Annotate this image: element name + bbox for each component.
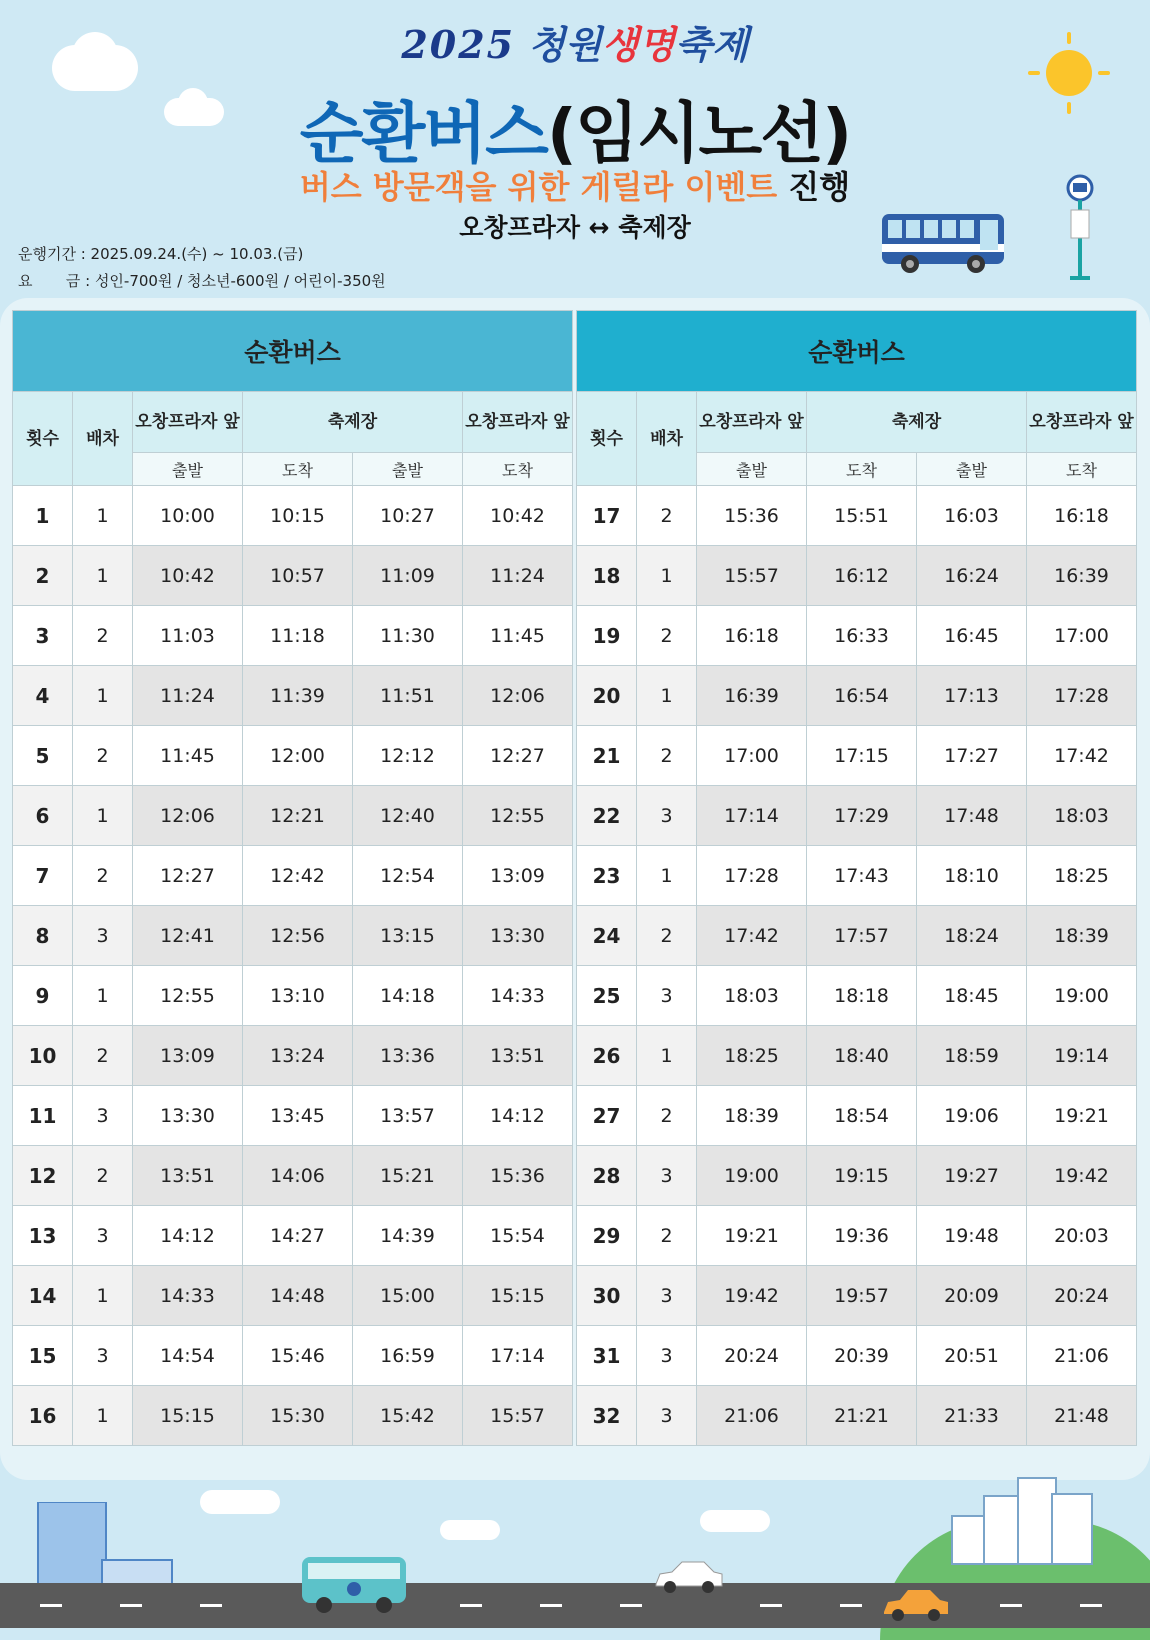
arrive-time-cell: 19:15 xyxy=(807,1146,917,1206)
depart-time-cell: 13:30 xyxy=(133,1086,243,1146)
road-marking xyxy=(460,1604,482,1607)
arrive-time-cell: 12:21 xyxy=(243,786,353,846)
table-row xyxy=(577,546,1137,606)
bus-cell: 2 xyxy=(637,606,697,666)
round-cell: 2 xyxy=(13,546,73,606)
bus-cell: 1 xyxy=(637,546,697,606)
page-title xyxy=(0,80,1150,175)
arrive-time-cell: 16:12 xyxy=(807,546,917,606)
sub-header-arrive: 도착 xyxy=(1027,453,1137,486)
table-row xyxy=(13,1206,573,1266)
arrive-time-cell: 17:28 xyxy=(1027,666,1137,726)
depart-time-cell: 16:18 xyxy=(697,606,807,666)
arrive-time-cell: 14:12 xyxy=(463,1086,573,1146)
title-main: 순환버스 xyxy=(299,95,547,172)
round-cell: 4 xyxy=(13,666,73,726)
arrive-time-cell: 13:10 xyxy=(243,966,353,1026)
round-cell: 3 xyxy=(13,606,73,666)
arrive-time-cell: 19:57 xyxy=(807,1266,917,1326)
arrive-time-cell: 12:55 xyxy=(463,786,573,846)
road-marking xyxy=(1080,1604,1102,1607)
round-cell: 22 xyxy=(577,786,637,846)
subtitle xyxy=(0,162,1150,208)
table-row xyxy=(577,1266,1137,1326)
arrive-time-cell: 11:45 xyxy=(463,606,573,666)
logo-word-2: 생명 xyxy=(601,23,676,67)
depart-time-cell: 12:27 xyxy=(133,846,243,906)
bus-cell: 1 xyxy=(637,846,697,906)
sub-header-depart: 출발 xyxy=(917,453,1027,486)
arrive-time-cell: 10:57 xyxy=(243,546,353,606)
bus-cell: 3 xyxy=(637,786,697,846)
depart-time-cell: 15:21 xyxy=(353,1146,463,1206)
round-cell: 29 xyxy=(577,1206,637,1266)
round-cell: 5 xyxy=(13,726,73,786)
depart-time-cell: 12:06 xyxy=(133,786,243,846)
cloud-icon xyxy=(200,1490,280,1514)
arrive-time-cell: 14:48 xyxy=(243,1266,353,1326)
arrive-time-cell: 15:51 xyxy=(807,486,917,546)
depart-time-cell: 14:18 xyxy=(353,966,463,1026)
depart-time-cell: 11:45 xyxy=(133,726,243,786)
table-row xyxy=(13,906,573,966)
depart-time-cell: 15:00 xyxy=(353,1266,463,1326)
table-row xyxy=(577,1326,1137,1386)
table-row xyxy=(577,1206,1137,1266)
col-header-stop3: 오창프라자 앞 xyxy=(463,392,573,453)
arrive-time-cell: 11:24 xyxy=(463,546,573,606)
arrive-time-cell: 17:57 xyxy=(807,906,917,966)
bus-stop-icon xyxy=(1064,174,1096,284)
arrive-time-cell: 20:03 xyxy=(1027,1206,1137,1266)
bus-cell: 1 xyxy=(73,486,133,546)
arrive-time-cell: 18:39 xyxy=(1027,906,1137,966)
bus-cell: 3 xyxy=(637,966,697,1026)
arrive-time-cell: 18:25 xyxy=(1027,846,1137,906)
timetable-right xyxy=(576,310,1137,1446)
table-row xyxy=(13,1146,573,1206)
round-cell: 20 xyxy=(577,666,637,726)
depart-time-cell: 13:15 xyxy=(353,906,463,966)
round-cell: 16 xyxy=(13,1386,73,1446)
bus-cell: 2 xyxy=(73,1146,133,1206)
depart-time-cell: 19:42 xyxy=(697,1266,807,1326)
car-icon xyxy=(880,1588,952,1622)
depart-time-cell: 17:13 xyxy=(917,666,1027,726)
arrive-time-cell: 14:27 xyxy=(243,1206,353,1266)
cloud-icon xyxy=(440,1520,500,1540)
bus-cell: 1 xyxy=(73,1266,133,1326)
sun-ray xyxy=(1028,71,1040,75)
depart-time-cell: 11:09 xyxy=(353,546,463,606)
road-marking xyxy=(620,1604,642,1607)
depart-time-cell: 13:09 xyxy=(133,1026,243,1086)
round-cell: 7 xyxy=(13,846,73,906)
car-icon xyxy=(652,1560,726,1594)
arrive-time-cell: 18:18 xyxy=(807,966,917,1026)
depart-time-cell: 15:36 xyxy=(697,486,807,546)
depart-time-cell: 21:06 xyxy=(697,1386,807,1446)
depart-time-cell: 18:24 xyxy=(917,906,1027,966)
arrive-time-cell: 13:51 xyxy=(463,1026,573,1086)
cloud-icon xyxy=(700,1510,770,1532)
depart-time-cell: 19:27 xyxy=(917,1146,1027,1206)
depart-time-cell: 16:03 xyxy=(917,486,1027,546)
depart-time-cell: 17:27 xyxy=(917,726,1027,786)
depart-time-cell: 15:57 xyxy=(697,546,807,606)
subtitle-progress: 진행 xyxy=(788,168,851,206)
title-paren: (임시노선) xyxy=(546,95,851,172)
sun-ray xyxy=(1098,71,1110,75)
round-cell: 10 xyxy=(13,1026,73,1086)
arrive-time-cell: 21:48 xyxy=(1027,1386,1137,1446)
bus-cell: 2 xyxy=(637,726,697,786)
depart-time-cell: 11:03 xyxy=(133,606,243,666)
arrive-time-cell: 19:00 xyxy=(1027,966,1137,1026)
bus-cell: 3 xyxy=(637,1326,697,1386)
round-cell: 9 xyxy=(13,966,73,1026)
round-cell: 31 xyxy=(577,1326,637,1386)
logo-word-1: 청원 xyxy=(528,23,602,67)
arrive-time-cell: 19:36 xyxy=(807,1206,917,1266)
depart-time-cell: 20:51 xyxy=(917,1326,1027,1386)
col-header-stop2: 축제장 xyxy=(243,392,463,453)
bus-cell: 1 xyxy=(73,966,133,1026)
table-row xyxy=(13,1086,573,1146)
arrive-time-cell: 16:54 xyxy=(807,666,917,726)
depart-time-cell: 16:59 xyxy=(353,1326,463,1386)
depart-time-cell: 12:41 xyxy=(133,906,243,966)
arrive-time-cell: 12:27 xyxy=(463,726,573,786)
depart-time-cell: 12:55 xyxy=(133,966,243,1026)
operation-period: 운행기간 : 2025.09.24.(수) ~ 10.03.(금) xyxy=(18,245,304,263)
road-marking xyxy=(120,1604,142,1607)
round-cell: 24 xyxy=(577,906,637,966)
depart-time-cell: 18:25 xyxy=(697,1026,807,1086)
table-row xyxy=(13,1386,573,1446)
round-cell: 25 xyxy=(577,966,637,1026)
arrive-time-cell: 12:42 xyxy=(243,846,353,906)
timetable-right-body xyxy=(577,486,1137,1446)
round-cell: 1 xyxy=(13,486,73,546)
round-cell: 15 xyxy=(13,1326,73,1386)
arrive-time-cell: 17:15 xyxy=(807,726,917,786)
buildings-icon xyxy=(36,1502,176,1592)
arrive-time-cell: 19:21 xyxy=(1027,1086,1137,1146)
depart-time-cell: 13:57 xyxy=(353,1086,463,1146)
depart-time-cell: 15:15 xyxy=(133,1386,243,1446)
table-row xyxy=(577,786,1137,846)
col-header-round: 횟수 xyxy=(577,392,637,486)
arrive-time-cell: 13:45 xyxy=(243,1086,353,1146)
round-cell: 18 xyxy=(577,546,637,606)
bus-cell: 3 xyxy=(637,1146,697,1206)
col-header-round: 횟수 xyxy=(13,392,73,486)
sub-header-depart: 출발 xyxy=(133,453,243,486)
buildings-icon xyxy=(950,1476,1100,1566)
arrive-time-cell: 20:24 xyxy=(1027,1266,1137,1326)
table-row xyxy=(13,666,573,726)
depart-time-cell: 16:24 xyxy=(917,546,1027,606)
road-marking xyxy=(200,1604,222,1607)
arrive-time-cell: 11:39 xyxy=(243,666,353,726)
subtitle-event: 버스 방문객을 위한 게릴라 이벤트 xyxy=(299,168,778,206)
arrive-time-cell: 17:42 xyxy=(1027,726,1137,786)
table-row xyxy=(13,1266,573,1326)
bus-icon xyxy=(880,210,1008,276)
round-cell: 17 xyxy=(577,486,637,546)
road-marking xyxy=(40,1604,62,1607)
arrive-time-cell: 13:30 xyxy=(463,906,573,966)
bus-cell: 1 xyxy=(637,666,697,726)
depart-time-cell: 21:33 xyxy=(917,1386,1027,1446)
bus-cell: 3 xyxy=(637,1266,697,1326)
arrive-time-cell: 10:42 xyxy=(463,486,573,546)
col-header-stop1: 오창프라자 앞 xyxy=(697,392,807,453)
road-marking xyxy=(540,1604,562,1607)
sub-header-arrive: 도착 xyxy=(807,453,917,486)
table-banner: 순환버스 xyxy=(13,311,573,392)
arrive-time-cell: 14:33 xyxy=(463,966,573,1026)
arrive-time-cell: 18:54 xyxy=(807,1086,917,1146)
depart-time-cell: 14:33 xyxy=(133,1266,243,1326)
col-header-bus: 배차 xyxy=(637,392,697,486)
depart-time-cell: 20:09 xyxy=(917,1266,1027,1326)
table-row xyxy=(13,606,573,666)
bus-cell: 2 xyxy=(73,726,133,786)
col-header-stop3: 오창프라자 앞 xyxy=(1027,392,1137,453)
arrive-time-cell: 12:56 xyxy=(243,906,353,966)
table-row xyxy=(577,726,1137,786)
depart-time-cell: 17:48 xyxy=(917,786,1027,846)
arrive-time-cell: 16:18 xyxy=(1027,486,1137,546)
bus-cell: 3 xyxy=(637,1386,697,1446)
table-row xyxy=(577,606,1137,666)
road-marking xyxy=(760,1604,782,1607)
table-row xyxy=(577,486,1137,546)
depart-time-cell: 18:39 xyxy=(697,1086,807,1146)
bus-cell: 1 xyxy=(73,1386,133,1446)
bus-cell: 3 xyxy=(73,1326,133,1386)
arrive-time-cell: 10:15 xyxy=(243,486,353,546)
depart-time-cell: 12:54 xyxy=(353,846,463,906)
table-banner: 순환버스 xyxy=(577,311,1137,392)
table-row xyxy=(13,726,573,786)
table-row xyxy=(577,906,1137,966)
round-cell: 12 xyxy=(13,1146,73,1206)
depart-time-cell: 10:27 xyxy=(353,486,463,546)
bus-cell: 3 xyxy=(73,1086,133,1146)
bus-cell: 2 xyxy=(73,846,133,906)
arrive-time-cell: 18:03 xyxy=(1027,786,1137,846)
depart-time-cell: 17:28 xyxy=(697,846,807,906)
table-row xyxy=(13,546,573,606)
table-row xyxy=(577,1146,1137,1206)
arrive-time-cell: 19:14 xyxy=(1027,1026,1137,1086)
round-cell: 14 xyxy=(13,1266,73,1326)
arrive-time-cell: 16:39 xyxy=(1027,546,1137,606)
arrive-time-cell: 17:14 xyxy=(463,1326,573,1386)
depart-time-cell: 12:40 xyxy=(353,786,463,846)
table-row xyxy=(577,846,1137,906)
table-row xyxy=(13,846,573,906)
bus-cell: 3 xyxy=(73,906,133,966)
festival-logo xyxy=(0,14,1150,69)
arrive-time-cell: 17:00 xyxy=(1027,606,1137,666)
arrive-time-cell: 17:29 xyxy=(807,786,917,846)
arrive-time-cell: 12:06 xyxy=(463,666,573,726)
col-header-stop2: 축제장 xyxy=(807,392,1027,453)
round-cell: 27 xyxy=(577,1086,637,1146)
depart-time-cell: 16:39 xyxy=(697,666,807,726)
depart-time-cell: 14:12 xyxy=(133,1206,243,1266)
table-row xyxy=(13,966,573,1026)
depart-time-cell: 20:24 xyxy=(697,1326,807,1386)
arrive-time-cell: 20:39 xyxy=(807,1326,917,1386)
bus-cell: 1 xyxy=(73,666,133,726)
depart-time-cell: 12:12 xyxy=(353,726,463,786)
bus-cell: 2 xyxy=(73,606,133,666)
arrive-time-cell: 15:54 xyxy=(463,1206,573,1266)
depart-time-cell: 14:39 xyxy=(353,1206,463,1266)
depart-time-cell: 19:00 xyxy=(697,1146,807,1206)
arrive-time-cell: 21:21 xyxy=(807,1386,917,1446)
arrive-time-cell: 15:15 xyxy=(463,1266,573,1326)
depart-time-cell: 18:03 xyxy=(697,966,807,1026)
depart-time-cell: 19:06 xyxy=(917,1086,1027,1146)
depart-time-cell: 10:00 xyxy=(133,486,243,546)
depart-time-cell: 11:51 xyxy=(353,666,463,726)
arrive-time-cell: 11:18 xyxy=(243,606,353,666)
table-row xyxy=(577,1386,1137,1446)
round-cell: 19 xyxy=(577,606,637,666)
arrive-time-cell: 18:40 xyxy=(807,1026,917,1086)
depart-time-cell: 17:00 xyxy=(697,726,807,786)
bus-cell: 2 xyxy=(637,1206,697,1266)
round-cell: 30 xyxy=(577,1266,637,1326)
round-cell: 8 xyxy=(13,906,73,966)
arrive-time-cell: 17:43 xyxy=(807,846,917,906)
depart-time-cell: 18:59 xyxy=(917,1026,1027,1086)
arrive-time-cell: 15:30 xyxy=(243,1386,353,1446)
bus-cell: 1 xyxy=(73,546,133,606)
round-cell: 32 xyxy=(577,1386,637,1446)
depart-time-cell: 19:21 xyxy=(697,1206,807,1266)
sub-header-arrive: 도착 xyxy=(243,453,353,486)
bus-cell: 2 xyxy=(637,1086,697,1146)
arrive-time-cell: 13:09 xyxy=(463,846,573,906)
bus-cell: 3 xyxy=(73,1206,133,1266)
fare-info: 요 금 : 성인-700원 / 청소년-600원 / 어린이-350원 xyxy=(18,272,386,290)
round-cell: 23 xyxy=(577,846,637,906)
road-marking xyxy=(1000,1604,1022,1607)
arrive-time-cell: 13:24 xyxy=(243,1026,353,1086)
arrive-time-cell: 21:06 xyxy=(1027,1326,1137,1386)
round-cell: 28 xyxy=(577,1146,637,1206)
round-cell: 6 xyxy=(13,786,73,846)
depart-time-cell: 17:14 xyxy=(697,786,807,846)
depart-time-cell: 13:51 xyxy=(133,1146,243,1206)
logo-year: 2025 xyxy=(401,22,516,67)
depart-time-cell: 11:24 xyxy=(133,666,243,726)
arrive-time-cell: 16:33 xyxy=(807,606,917,666)
depart-time-cell: 18:10 xyxy=(917,846,1027,906)
depart-time-cell: 17:42 xyxy=(697,906,807,966)
bus-cell: 1 xyxy=(73,786,133,846)
arrive-time-cell: 15:57 xyxy=(463,1386,573,1446)
bus-cell: 2 xyxy=(637,906,697,966)
road-marking xyxy=(840,1604,862,1607)
depart-time-cell: 11:30 xyxy=(353,606,463,666)
depart-time-cell: 10:42 xyxy=(133,546,243,606)
depart-time-cell: 18:45 xyxy=(917,966,1027,1026)
col-header-stop1: 오창프라자 앞 xyxy=(133,392,243,453)
table-row xyxy=(577,966,1137,1026)
timetable-left-body xyxy=(13,486,573,1446)
poster-header xyxy=(0,0,1150,300)
table-row xyxy=(13,786,573,846)
arrive-time-cell: 15:46 xyxy=(243,1326,353,1386)
bus-cell: 2 xyxy=(73,1026,133,1086)
arrive-time-cell: 19:42 xyxy=(1027,1146,1137,1206)
bus-icon xyxy=(300,1555,408,1615)
col-header-bus: 배차 xyxy=(73,392,133,486)
table-row xyxy=(577,666,1137,726)
arrive-time-cell: 12:00 xyxy=(243,726,353,786)
sub-header-depart: 출발 xyxy=(697,453,807,486)
timetable-left xyxy=(12,310,573,1446)
table-row xyxy=(577,1086,1137,1146)
road xyxy=(0,1583,1150,1628)
sub-header-arrive: 도착 xyxy=(463,453,573,486)
round-cell: 13 xyxy=(13,1206,73,1266)
sub-header-depart: 출발 xyxy=(353,453,463,486)
arrive-time-cell: 15:36 xyxy=(463,1146,573,1206)
arrive-time-cell: 14:06 xyxy=(243,1146,353,1206)
table-row xyxy=(13,486,573,546)
route-label: 오창프라자 ↔ 축제장 xyxy=(459,213,691,242)
table-row xyxy=(13,1326,573,1386)
round-cell: 21 xyxy=(577,726,637,786)
bus-cell: 1 xyxy=(637,1026,697,1086)
depart-time-cell: 19:48 xyxy=(917,1206,1027,1266)
table-row xyxy=(13,1026,573,1086)
depart-time-cell: 14:54 xyxy=(133,1326,243,1386)
depart-time-cell: 16:45 xyxy=(917,606,1027,666)
round-cell: 11 xyxy=(13,1086,73,1146)
logo-word-3: 축제 xyxy=(675,23,749,67)
round-cell: 26 xyxy=(577,1026,637,1086)
depart-time-cell: 15:42 xyxy=(353,1386,463,1446)
table-row xyxy=(577,1026,1137,1086)
depart-time-cell: 13:36 xyxy=(353,1026,463,1086)
bus-cell: 2 xyxy=(637,486,697,546)
